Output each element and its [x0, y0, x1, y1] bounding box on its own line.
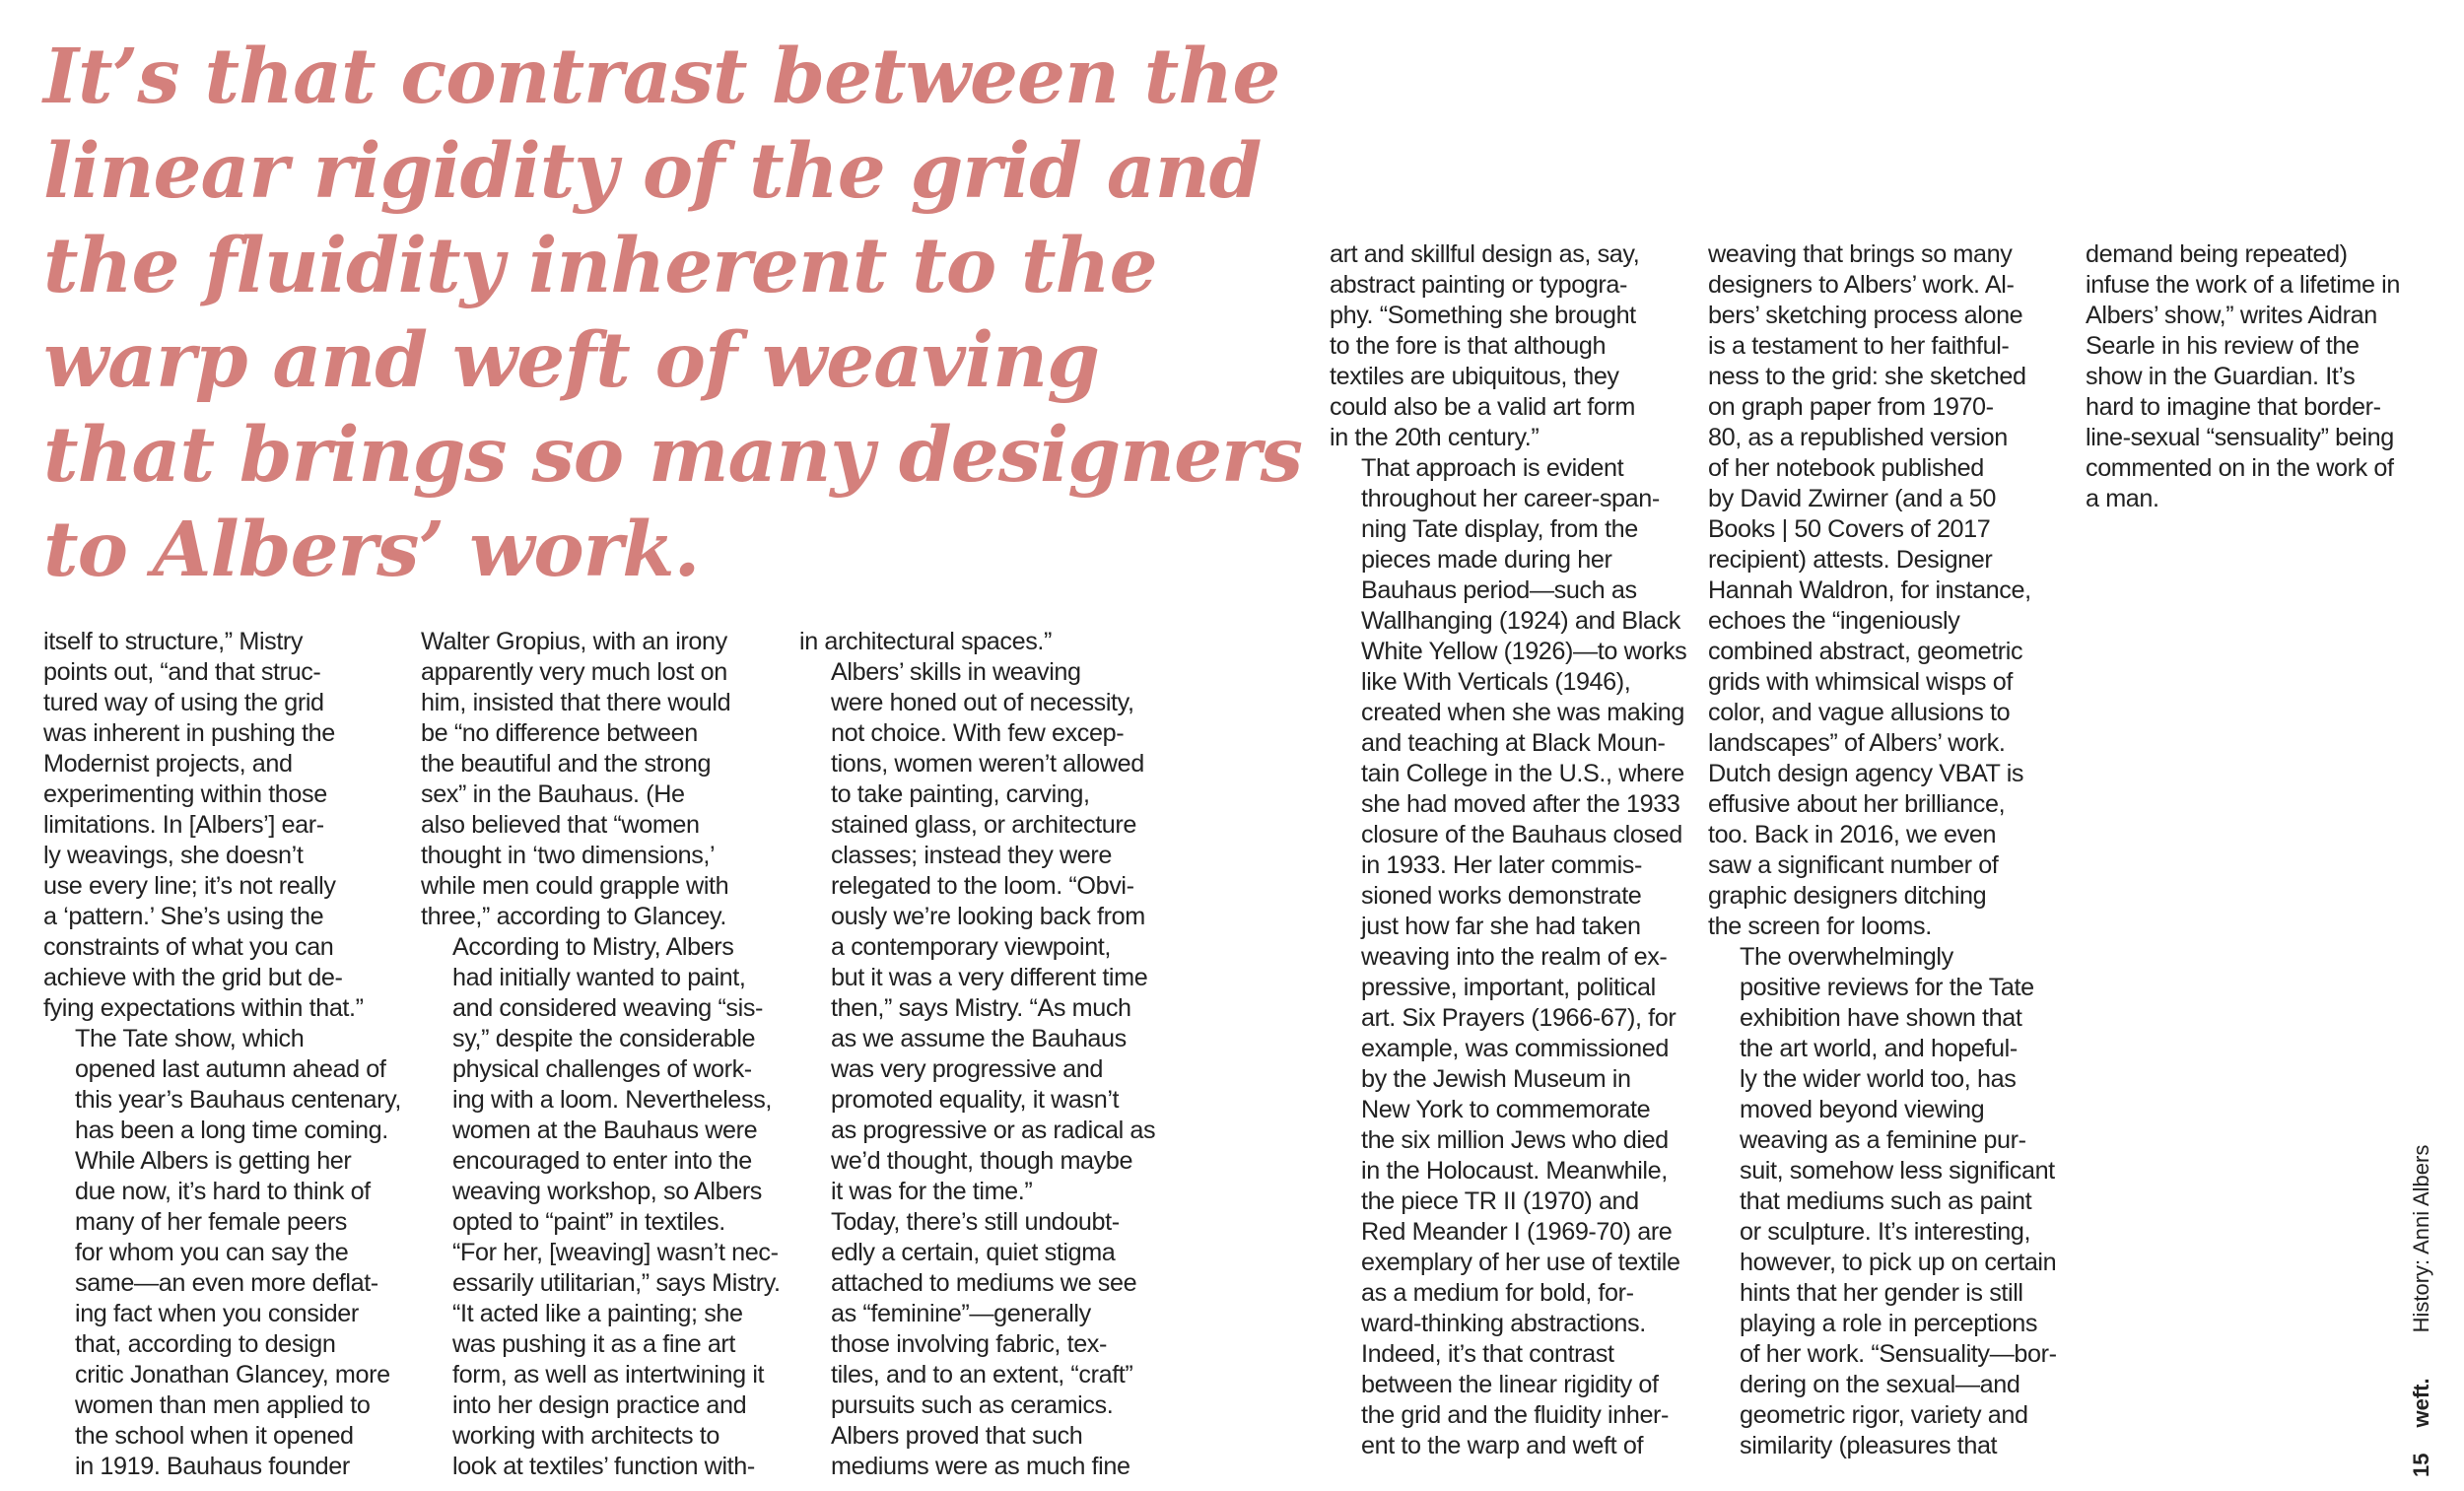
text-line: then,” says Mistry. “As much: [831, 994, 1131, 1022]
text-line: promoted equality, it wasn’t: [831, 1086, 1120, 1114]
article-column-4: [1330, 239, 1696, 1461]
text-line: designers to Albers’ work. Al-: [1708, 271, 2015, 299]
text-line: pressive, important, political: [1361, 974, 1656, 1001]
text-line: was pushing it as a fine art: [452, 1330, 736, 1358]
text-line: by the Jewish Museum in: [1361, 1065, 1631, 1093]
text-line: three,” according to Glancey.: [421, 903, 726, 930]
text-line: in the 20th century.”: [1330, 424, 1540, 451]
text-line: show in the Guardian. It’s: [2086, 363, 2356, 390]
paragraph: [799, 657, 1166, 1207]
text-line: line-sexual “sensuality” being: [2086, 424, 2394, 451]
text-line: weaving as a feminine pur-: [1740, 1126, 2026, 1154]
text-line: those involving fabric, tex-: [831, 1330, 1107, 1358]
text-line: ness to the grid: she sketched: [1708, 363, 2026, 390]
text-line: graphic designers ditching: [1708, 882, 1987, 910]
article-column-3: [799, 627, 1166, 1482]
text-line: art. Six Prayers (1966-67), for: [1361, 1004, 1677, 1032]
text-line: abstract painting or typogra-: [1330, 271, 1628, 299]
article-column-2: [421, 627, 787, 1482]
text-line: ly weavings, she doesn’t: [43, 842, 304, 869]
text-line: ward-thinking abstractions.: [1361, 1310, 1646, 1337]
text-line: New York to commemorate: [1361, 1096, 1651, 1123]
text-line: same—an even more deflat-: [75, 1269, 378, 1297]
text-line: 80, as a republished version: [1708, 424, 2008, 451]
text-line: tiles, and to an extent, “craft”: [831, 1361, 1133, 1389]
text-line: the art world, and hopeful-: [1740, 1035, 2018, 1062]
text-line: ing fact when you consider: [75, 1300, 359, 1327]
pull-quote-line: to Albers’ work.: [43, 506, 700, 594]
text-line: a man.: [2086, 485, 2159, 512]
text-line: also believed that “women: [421, 811, 700, 839]
text-line: on graph paper from 1970-: [1708, 393, 1994, 421]
text-line: pieces made during her: [1361, 546, 1612, 574]
text-line: According to Mistry, Albers: [452, 933, 734, 961]
text-line: stained glass, or architecture: [831, 811, 1137, 839]
text-line: of her notebook published: [1708, 454, 1984, 482]
text-line: as progressive or as radical as: [831, 1117, 1156, 1144]
text-line: she had moved after the 1933: [1361, 790, 1680, 818]
text-line: thought in ‘two dimensions,’: [421, 842, 716, 869]
text-line: or sculpture. It’s interesting,: [1740, 1218, 2031, 1246]
text-line: classes; instead they were: [831, 842, 1112, 869]
text-line: sex” in the Bauhaus. (He: [421, 780, 685, 808]
text-line: while men could grapple with: [421, 872, 729, 900]
text-line: ning Tate display, from the: [1361, 515, 1638, 543]
text-line: that mediums such as paint: [1740, 1187, 2032, 1215]
text-line: suit, somehow less significant: [1740, 1157, 2055, 1185]
text-line: of her work. “Sensuality—bor-: [1740, 1340, 2057, 1368]
text-line: essarily utilitarian,” says Mistry.: [452, 1269, 781, 1297]
paragraph: [43, 1024, 410, 1482]
article-column-5: [1708, 239, 2075, 1461]
text-line: echoes the “ingeniously: [1708, 607, 1960, 635]
text-line: hard to imagine that border-: [2086, 393, 2381, 421]
text-line: encouraged to enter into the: [452, 1147, 752, 1175]
text-line: in the Holocaust. Meanwhile,: [1361, 1157, 1668, 1185]
pull-quote-line: linear rigidity of the grid and: [43, 127, 1262, 216]
text-line: fying expectations within that.”: [43, 994, 364, 1022]
pull-quote-line: It’s that contrast between the: [43, 33, 1280, 121]
text-line: we’d thought, though maybe: [831, 1147, 1133, 1175]
text-line: the grid and the fluidity inher-: [1361, 1401, 1670, 1429]
text-line: weaving into the realm of ex-: [1361, 943, 1668, 971]
text-line: were honed out of necessity,: [831, 689, 1134, 716]
magazine-brand: weft.: [2409, 1378, 2433, 1428]
page-number: 15: [2409, 1453, 2433, 1477]
text-line: similarity (pleasures that: [1740, 1432, 1998, 1459]
text-line: too. Back in 2016, we even: [1708, 821, 1997, 848]
text-line: “It acted like a painting; she: [452, 1300, 743, 1327]
paragraph: [1330, 453, 1696, 1339]
text-line: for whom you can say the: [75, 1239, 349, 1266]
text-line: it was for the time.”: [831, 1178, 1033, 1205]
text-line: the screen for looms.: [1708, 913, 1932, 940]
text-line: Walter Gropius, with an irony: [421, 628, 727, 655]
text-line: was very progressive and: [831, 1055, 1103, 1083]
text-line: constraints of what you can: [43, 933, 334, 961]
text-line: example, was commissioned: [1361, 1035, 1669, 1062]
text-line: Bauhaus period—such as: [1361, 576, 1637, 604]
text-line: tured way of using the grid: [43, 689, 324, 716]
text-line: working with architects to: [452, 1422, 719, 1450]
text-line: landscapes” of Albers’ work.: [1708, 729, 2006, 757]
text-line: but it was a very different time: [831, 964, 1148, 991]
text-line: textiles are ubiquitous, they: [1330, 363, 1619, 390]
pull-quote-line: warp and weft of weaving: [43, 316, 1099, 405]
paragraph: [43, 627, 410, 1024]
text-line: many of her female peers: [75, 1208, 347, 1236]
text-line: as a medium for bold, for-: [1361, 1279, 1634, 1307]
text-line: While Albers is getting her: [75, 1147, 352, 1175]
paragraph: [799, 1207, 1166, 1482]
text-line: women than men applied to: [75, 1391, 371, 1419]
text-line: geometric rigor, variety and: [1740, 1401, 2028, 1429]
text-line: mediums were as much fine: [831, 1453, 1130, 1480]
text-line: commented on in the work of: [2086, 454, 2394, 482]
text-line: opted to “paint” in textiles.: [452, 1208, 725, 1236]
paragraph: [2086, 239, 2452, 514]
section-title: History: Anni Albers: [2409, 1144, 2433, 1333]
text-line: and considered weaving “sis-: [452, 994, 764, 1022]
text-line: throughout her career-span-: [1361, 485, 1660, 512]
text-line: demand being repeated): [2086, 240, 2348, 268]
text-line: in 1919. Bauhaus founder: [75, 1453, 350, 1480]
text-line: tain College in the U.S., where: [1361, 760, 1684, 787]
pull-quote-line: the fluidity inherent to the: [43, 222, 1157, 310]
text-line: moved beyond viewing: [1740, 1096, 1985, 1123]
text-line: hints that her gender is still: [1740, 1279, 2023, 1307]
text-line: due now, it’s hard to think of: [75, 1178, 371, 1205]
text-line: ously we’re looking back from: [831, 903, 1145, 930]
page-footer: [2409, 1145, 2434, 1477]
text-line: limitations. In [Albers’] ear-: [43, 811, 324, 839]
article-column-1: [43, 627, 410, 1482]
text-line: opened last autumn ahead of: [75, 1055, 386, 1083]
paragraph: [1708, 239, 2075, 942]
paragraph: [1330, 1339, 1696, 1461]
text-line: had initially wanted to paint,: [452, 964, 746, 991]
text-line: could also be a valid art form: [1330, 393, 1636, 421]
article-column-6: [2086, 239, 2452, 514]
text-line: That approach is evident: [1361, 454, 1624, 482]
text-line: positive reviews for the Tate: [1740, 974, 2034, 1001]
text-line: and teaching at Black Moun-: [1361, 729, 1666, 757]
text-line: relegated to the loom. “Obvi-: [831, 872, 1134, 900]
text-line: grids with whimsical wisps of: [1708, 668, 2013, 696]
text-line: Red Meander I (1969-70) are: [1361, 1218, 1673, 1246]
text-line: bers’ sketching process alone: [1708, 302, 2023, 329]
text-line: by David Zwirner (and a 50: [1708, 485, 1996, 512]
text-line: phy. “Something she brought: [1330, 302, 1636, 329]
text-line: the piece TR II (1970) and: [1361, 1187, 1639, 1215]
text-line: Albers proved that such: [831, 1422, 1083, 1450]
text-line: pursuits such as ceramics.: [831, 1391, 1114, 1419]
text-line: critic Jonathan Glancey, more: [75, 1361, 390, 1389]
text-line: infuse the work of a lifetime in: [2086, 271, 2400, 299]
text-line: weaving that brings so many: [1708, 240, 2013, 268]
text-line: Albers’ show,” writes Aidran: [2086, 302, 2377, 329]
text-line: color, and vague allusions to: [1708, 699, 2011, 726]
text-line: ly the wider world too, has: [1740, 1065, 2017, 1093]
paragraph: [1330, 239, 1696, 453]
text-line: experimenting within those: [43, 780, 327, 808]
paragraph: [421, 627, 787, 932]
text-line: has been a long time coming.: [75, 1117, 388, 1144]
text-line: exhibition have shown that: [1740, 1004, 2022, 1032]
text-line: tions, women weren’t allowed: [831, 750, 1144, 778]
text-line: however, to pick up on certain: [1740, 1249, 2057, 1276]
text-line: combined abstract, geometric: [1708, 638, 2023, 665]
text-line: The Tate show, which: [75, 1025, 305, 1052]
text-line: recipient) attests. Designer: [1708, 546, 1993, 574]
text-line: this year’s Bauhaus centenary,: [75, 1086, 402, 1114]
text-line: as we assume the Bauhaus: [831, 1025, 1127, 1052]
text-line: exemplary of her use of textile: [1361, 1249, 1680, 1276]
text-line: edly a certain, quiet stigma: [831, 1239, 1116, 1266]
pull-quote-line: that brings so many designers: [43, 411, 1303, 500]
text-line: Modernist projects, and: [43, 750, 293, 778]
text-line: in 1933. Her later commis-: [1361, 851, 1642, 879]
text-line: Hannah Waldron, for instance,: [1708, 576, 2031, 604]
text-line: the school when it opened: [75, 1422, 354, 1450]
text-line: apparently very much lost on: [421, 658, 727, 686]
text-line: Today, there’s still undoubt-: [831, 1208, 1120, 1236]
text-line: itself to structure,” Mistry: [43, 628, 304, 655]
text-line: The overwhelmingly: [1740, 943, 1953, 971]
text-line: in architectural spaces.”: [799, 628, 1052, 655]
text-line: saw a significant number of: [1708, 851, 1999, 879]
paragraph: [1708, 942, 2075, 1461]
text-line: be “no difference between: [421, 719, 698, 747]
pull-quote: [43, 30, 1303, 597]
text-line: was inherent in pushing the: [43, 719, 335, 747]
text-line: achieve with the grid but de-: [43, 964, 343, 991]
text-line: Dutch design agency VBAT is: [1708, 760, 2024, 787]
text-line: as “feminine”—generally: [831, 1300, 1091, 1327]
text-line: “For her, [weaving] wasn’t nec-: [452, 1239, 779, 1266]
text-line: a ‘pattern.’ She’s using the: [43, 903, 324, 930]
text-line: Wallhanging (1924) and Black: [1361, 607, 1680, 635]
text-line: Albers’ skills in weaving: [831, 658, 1081, 686]
text-line: ing with a loom. Nevertheless,: [452, 1086, 772, 1114]
paragraph: [421, 932, 787, 1482]
text-line: between the linear rigidity of: [1361, 1371, 1659, 1398]
text-line: just how far she had taken: [1361, 913, 1641, 940]
text-line: like With Verticals (1946),: [1361, 668, 1631, 696]
text-line: created when she was making: [1361, 699, 1685, 726]
text-line: the six million Jews who died: [1361, 1126, 1669, 1154]
text-line: him, insisted that there would: [421, 689, 731, 716]
text-line: that, according to design: [75, 1330, 336, 1358]
text-line: look at textiles’ function with-: [452, 1453, 755, 1480]
text-line: form, as well as intertwining it: [452, 1361, 765, 1389]
text-line: points out, “and that struc-: [43, 658, 321, 686]
text-line: sy,” despite the considerable: [452, 1025, 756, 1052]
text-line: Searle in his review of the: [2086, 332, 2360, 360]
text-line: weaving workshop, so Albers: [452, 1178, 763, 1205]
text-line: art and skillful design as, say,: [1330, 240, 1640, 268]
paragraph: [799, 627, 1166, 657]
text-line: attached to mediums we see: [831, 1269, 1137, 1297]
text-line: playing a role in perceptions: [1740, 1310, 2038, 1337]
text-line: physical challenges of work-: [452, 1055, 752, 1083]
text-line: use every line; it’s not really: [43, 872, 336, 900]
text-line: sioned works demonstrate: [1361, 882, 1642, 910]
text-line: into her design practice and: [452, 1391, 747, 1419]
text-line: closure of the Bauhaus closed: [1361, 821, 1682, 848]
text-line: not choice. With few excep-: [831, 719, 1125, 747]
text-line: women at the Bauhaus were: [452, 1117, 758, 1144]
text-line: Indeed, it’s that contrast: [1361, 1340, 1614, 1368]
text-line: White Yellow (1926)—to works: [1361, 638, 1687, 665]
text-line: is a testament to her faithful-: [1708, 332, 2010, 360]
text-line: a contemporary viewpoint,: [831, 933, 1111, 961]
text-line: to take painting, carving,: [831, 780, 1090, 808]
text-line: ent to the warp and weft of: [1361, 1432, 1644, 1459]
text-line: effusive about her brilliance,: [1708, 790, 2006, 818]
text-line: dering on the sexual—and: [1740, 1371, 2020, 1398]
text-line: to the fore is that although: [1330, 332, 1607, 360]
text-line: Books | 50 Covers of 2017: [1708, 515, 1991, 543]
text-line: the beautiful and the strong: [421, 750, 712, 778]
